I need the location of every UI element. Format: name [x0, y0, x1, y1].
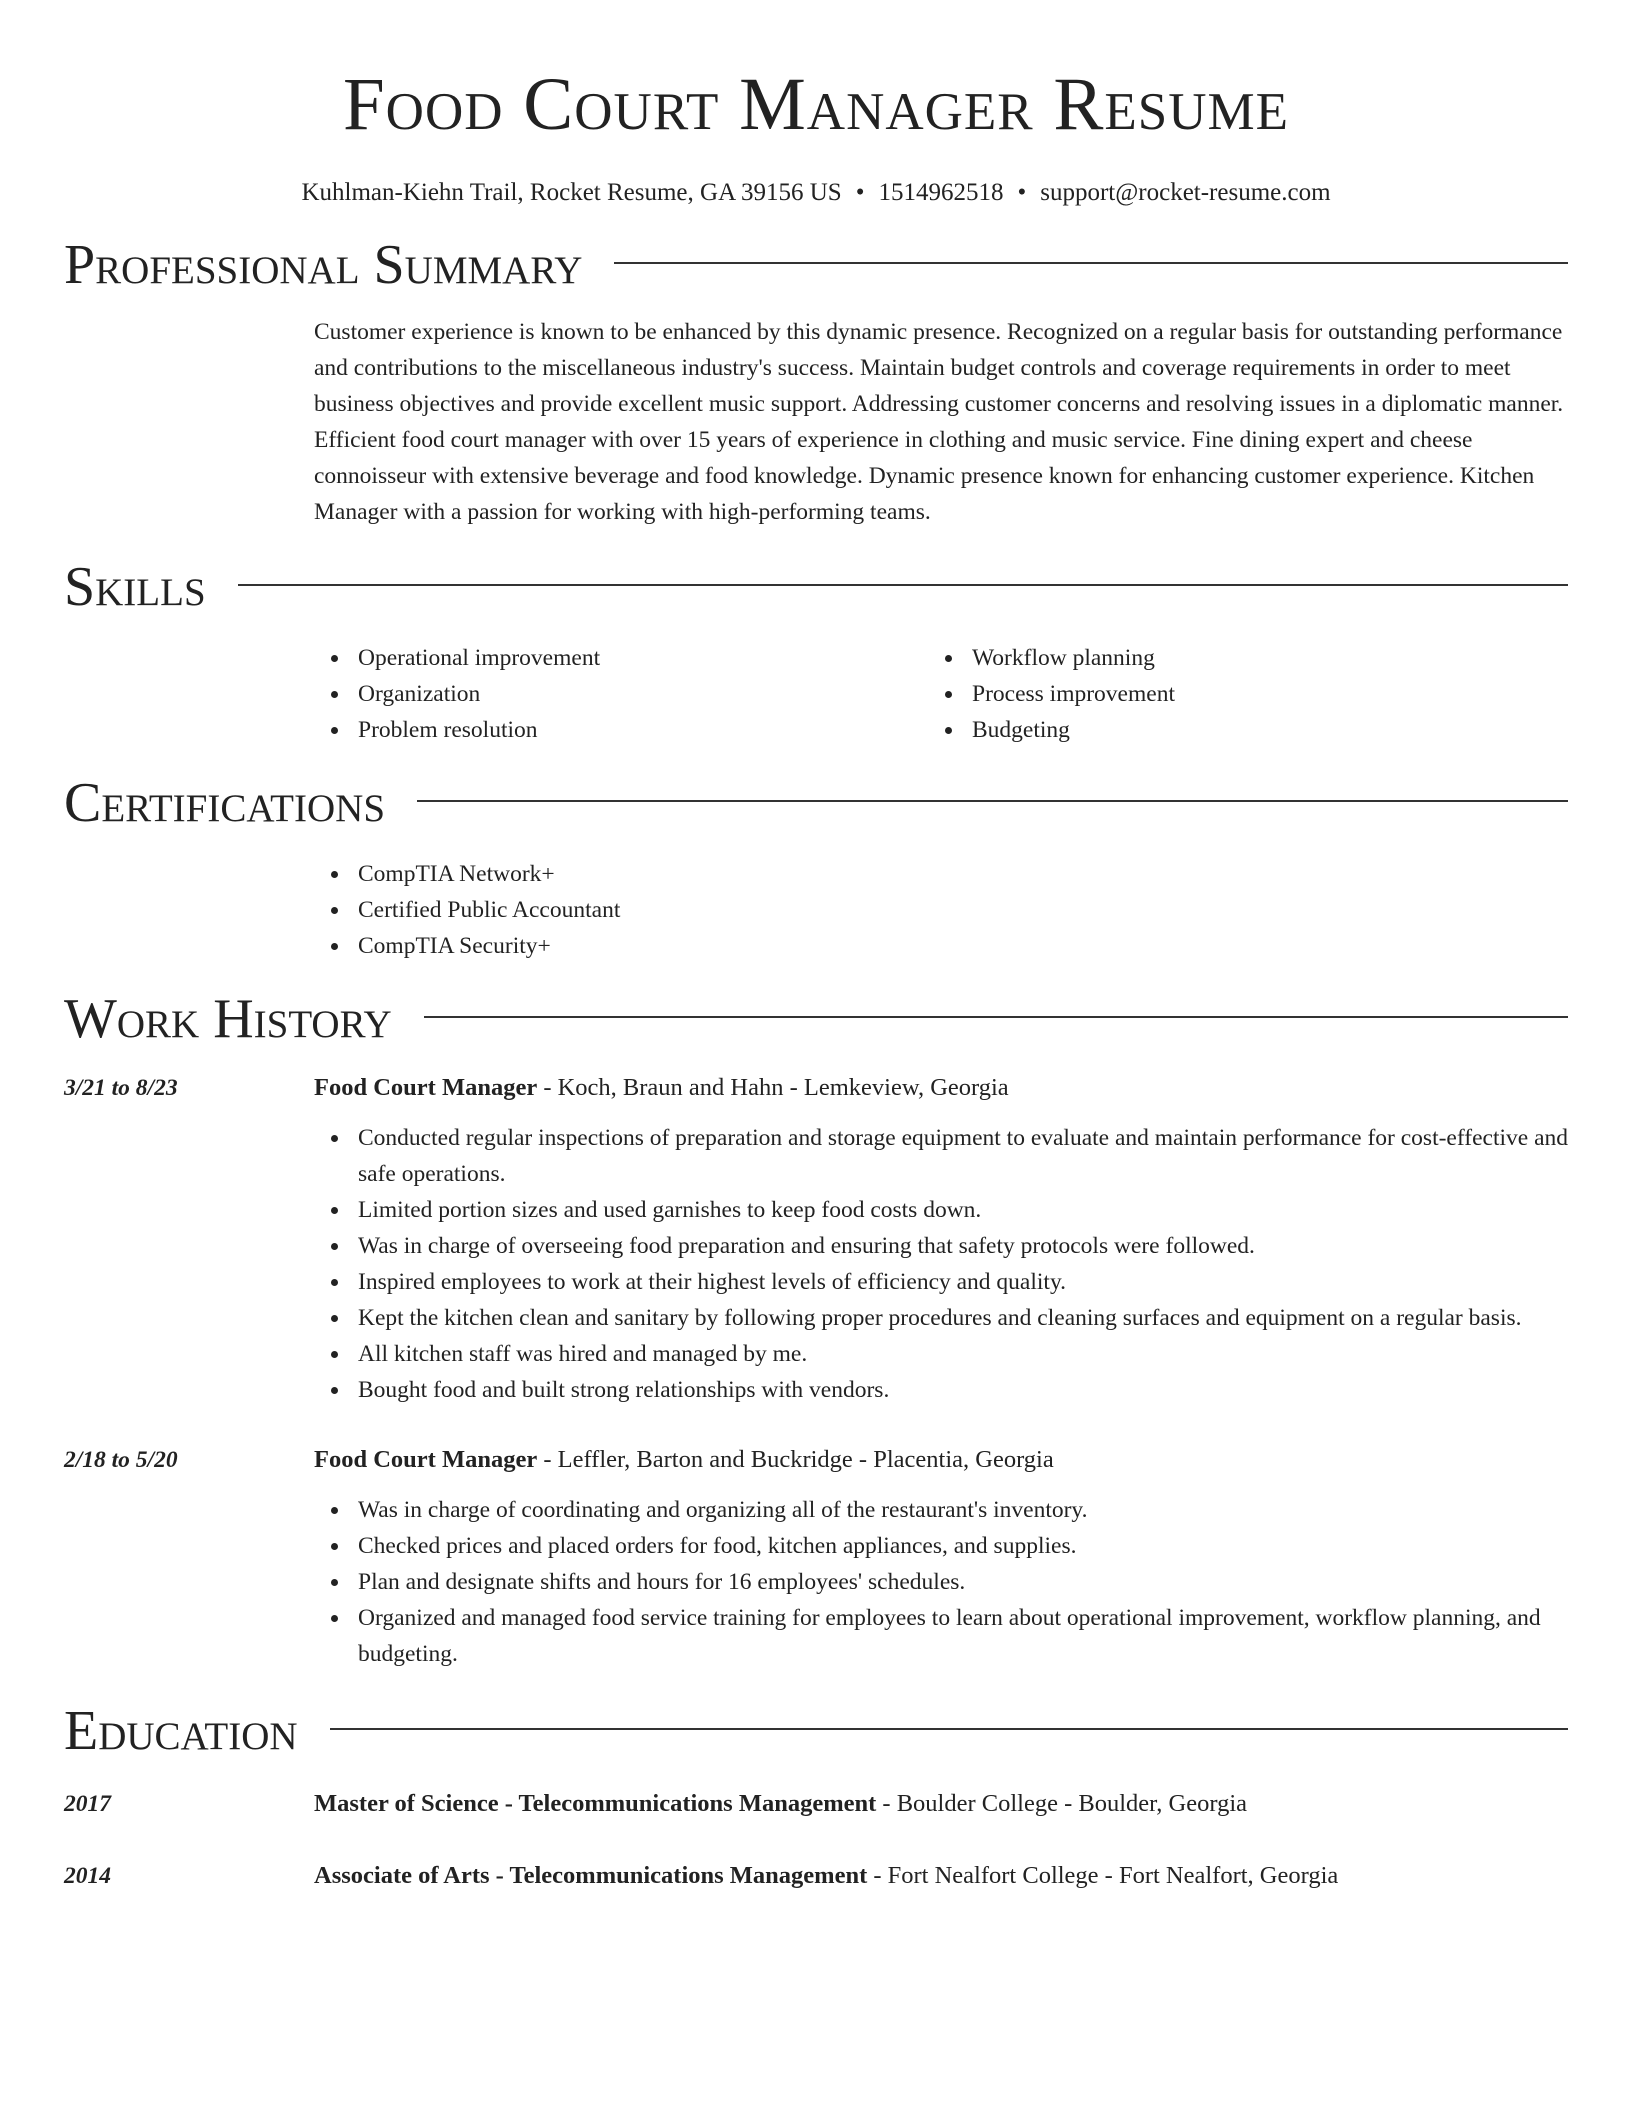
- job-bullets: [314, 1492, 1568, 1672]
- education-year: 2014: [64, 1863, 111, 1889]
- skill-item: Budgeting: [928, 712, 1542, 748]
- job-bullet: All kitchen staff was hired and managed by me.: [314, 1336, 1568, 1372]
- resume-title: Food Court Manager Resume: [342, 63, 1290, 146]
- section-title: Work History: [64, 988, 392, 1050]
- summary-section: [64, 230, 1568, 530]
- contact-email[interactable]: support@rocket-resume.com: [1040, 179, 1331, 206]
- certification-item: Certified Public Accountant: [314, 892, 1568, 928]
- certification-item: CompTIA Security+: [314, 928, 1568, 964]
- section-divider: [238, 584, 1568, 586]
- job-bullet: Conducted regular inspections of preparation and storage equipment to evaluate and maintain performance for cost-effective and safe operations.: [314, 1120, 1568, 1192]
- job-body: [314, 1070, 1568, 1408]
- certifications-section: [64, 768, 1568, 964]
- education-heading: [314, 1786, 1568, 1822]
- education-year: 2017: [64, 1791, 111, 1817]
- job-entry: [64, 1070, 1568, 1408]
- job-bullet: Organized and managed food service training for employees to learn about operational improvement, workflow planning, and budgeting.: [314, 1600, 1568, 1672]
- contact-separator: •: [855, 179, 865, 206]
- job-bullet: Plan and designate shifts and hours for 16 employees' schedules.: [314, 1564, 1568, 1600]
- skill-item: Organization: [314, 676, 928, 712]
- contact-phone: 1514962518: [878, 179, 1004, 206]
- job-heading: [314, 1070, 1568, 1106]
- certifications-list: [314, 856, 1568, 964]
- job-title: Food Court Manager: [314, 1074, 538, 1101]
- section-title: Certifications: [64, 772, 386, 834]
- job-bullet: Limited portion sizes and used garnishes to keep food costs down.: [314, 1192, 1568, 1228]
- education-degree: Associate of Arts - Telecommunications Management: [314, 1862, 868, 1889]
- section-title: Education: [64, 1700, 298, 1762]
- education-school: - Boulder College - Boulder, Georgia: [876, 1790, 1248, 1817]
- job-body: [314, 1442, 1568, 1672]
- job-heading: [314, 1442, 1568, 1478]
- section-divider: [417, 800, 1568, 802]
- section-divider: [330, 1728, 1568, 1730]
- job-bullet: Was in charge of coordinating and organizing all of the restaurant's inventory.: [314, 1492, 1568, 1528]
- education-entry: [64, 1858, 1568, 1894]
- section-divider: [614, 262, 1568, 264]
- job-dates: 2/18 to 5/20: [64, 1447, 178, 1473]
- summary-text: Customer experience is known to be enhanced by this dynamic presence. Recognized on a regular basis for outstanding performance and contributions to the miscellaneous industry's success. Maintain budget controls and coverage requirements in order to meet business objectives and provide excellent music support. Addressing customer concerns and resolving issues in a diplomatic manner. Efficient food court manager with over 15 years of experience in clothing and music service. Fine dining expert and cheese connoisseur with extensive beverage and food knowledge. Dynamic presence known for enhancing customer experience. Kitchen Manager with a passion for working with high-performing teams.: [314, 319, 1564, 525]
- education-body: [314, 1858, 1568, 1894]
- certification-item: CompTIA Network+: [314, 856, 1568, 892]
- job-bullet: Checked prices and placed orders for food, kitchen appliances, and supplies.: [314, 1528, 1568, 1564]
- section-header: [64, 552, 1568, 622]
- contact-line: [64, 176, 1568, 210]
- job-entry: [64, 1442, 1568, 1672]
- section-header: [64, 984, 1568, 1054]
- skill-item: Workflow planning: [928, 640, 1542, 676]
- skill-item: Operational improvement: [314, 640, 928, 676]
- work-history-section: [64, 984, 1568, 1672]
- education-entry: [64, 1786, 1568, 1822]
- skills-list-right: [928, 640, 1542, 748]
- skills-grid: [314, 640, 1568, 748]
- skill-item: Problem resolution: [314, 712, 928, 748]
- education-degree: Master of Science - Telecommunications Management: [314, 1790, 877, 1817]
- section-header: [64, 230, 1568, 300]
- section-title: Professional Summary: [64, 234, 583, 296]
- job-bullet: Inspired employees to work at their highest levels of efficiency and quality.: [314, 1264, 1568, 1300]
- job-employer: - Koch, Braun and Hahn - Lemkeview, Georgia: [537, 1074, 1009, 1101]
- section-header: [64, 768, 1568, 838]
- job-bullets: [314, 1120, 1568, 1408]
- education-body: [314, 1786, 1568, 1822]
- education-school: - Fort Nealfort College - Fort Nealfort, Georgia: [867, 1862, 1339, 1889]
- section-divider: [424, 1016, 1568, 1018]
- contact-separator: •: [1017, 179, 1027, 206]
- job-title: Food Court Manager: [314, 1446, 538, 1473]
- skill-item: Process improvement: [928, 676, 1542, 712]
- job-bullet: Was in charge of overseeing food preparation and ensuring that safety protocols were followed.: [314, 1228, 1568, 1264]
- skills-section: [64, 552, 1568, 748]
- job-dates: 3/21 to 8/23: [64, 1075, 178, 1101]
- skills-list-left: [314, 640, 928, 748]
- section-header: [64, 1696, 1568, 1766]
- job-bullet: Bought food and built strong relationships with vendors.: [314, 1372, 1568, 1408]
- contact-address: Kuhlman-Kiehn Trail, Rocket Resume, GA 39156 US: [301, 179, 842, 206]
- job-employer: - Leffler, Barton and Buckridge - Placentia, Georgia: [537, 1446, 1054, 1473]
- education-heading: [314, 1858, 1568, 1894]
- education-section: [64, 1696, 1568, 1894]
- job-bullet: Kept the kitchen clean and sanitary by following proper procedures and cleaning surfaces and equipment on a regular basis.: [314, 1300, 1568, 1336]
- section-title: Skills: [64, 556, 206, 618]
